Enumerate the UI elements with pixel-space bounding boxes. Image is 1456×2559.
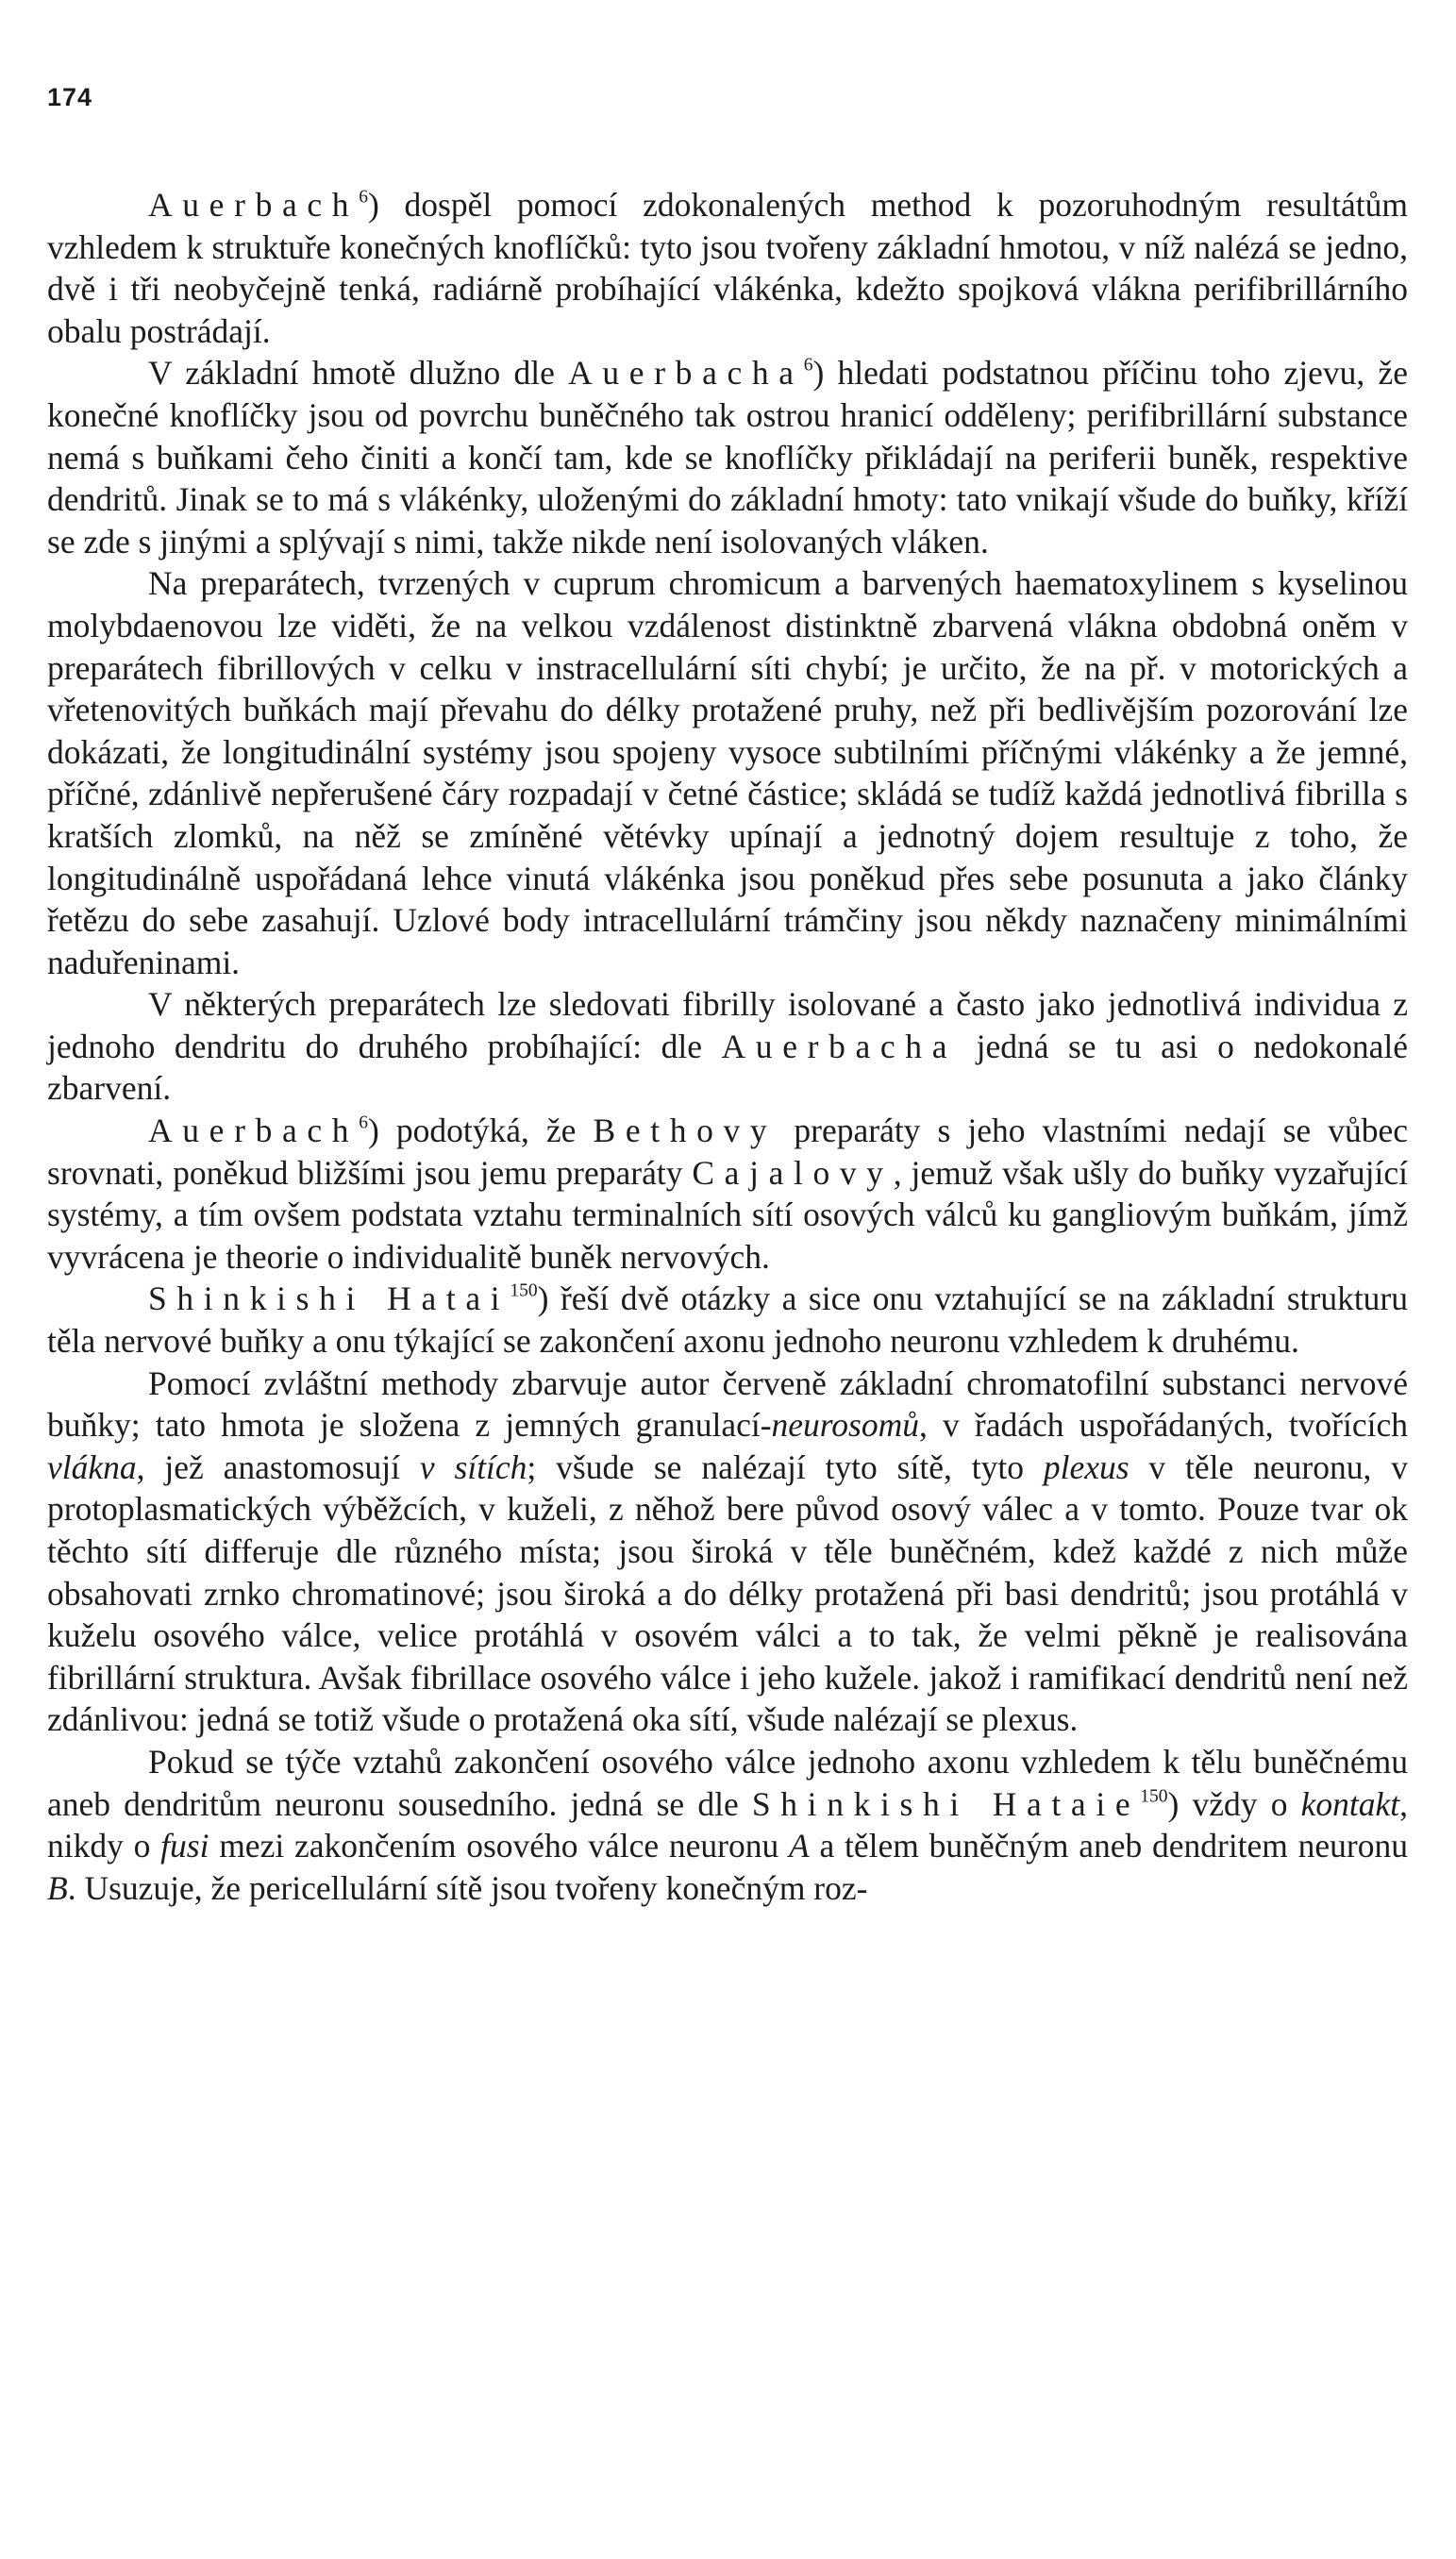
emphasized-term: plexus (1043, 1447, 1130, 1486)
author-name: Auerbach (148, 186, 360, 224)
text-run: preparáty s jeho vlastními nedají se vůbec srovnati, poněkud bližšími jsou jemu preparáty (47, 1112, 1408, 1192)
text-run: , v řadách uspořádaných, tvořících (919, 1406, 1408, 1445)
text-run: , nikdy o (47, 1784, 1408, 1865)
author-name: Cajalovy (692, 1153, 894, 1192)
text-run: Pomocí zvláštní methody zbarvuje autor červeně základní chromatofilní substanci nervové buňky; tato hmota je složena z jemných granulací- (47, 1363, 1408, 1445)
emphasized-term: A (789, 1827, 810, 1865)
author-name: Bethovy (593, 1112, 778, 1150)
emphasized-term: v sítích (419, 1447, 527, 1486)
emphasized-term: kontakt (1300, 1784, 1400, 1823)
text-run: ; všude se nalézají tyto sítě, tyto (527, 1447, 1044, 1486)
body-text (47, 184, 1408, 1909)
text-run: Na preparátech, tvrzených v cuprum chromicum a barvených haematoxylinem s kyselinou molybdaenovou lze viděti, že na velkou vzdálenost distinktně zbarvená vlákna obdobná oněm v preparátech fibrillových v celku v instracellulární síti chybí; je určito, že na př. v motorických a vřetenovitých buňkách mají převahu do délky protažené pruhy, než při bedlivějším pozorování lze dokázati, že longitudinální systémy jsou spojeny vysoce subtilními příčnými vlákénky a že jemné, příčné, zdánlivě nepřerušené čáry rozpadají v četné částice; skládá se tudíž každá jednotlivá fibrilla s kratších zlomků, na něž se zmíněné větévky upínají a jednotný dojem resultuje z toho, že longitudinálně uspořádaná lehce vinutá vlákénka jsou poněkud přes sebe posunuta a jako články řetězu do sebe zasahují. Uzlové body intracellulární trámčiny jsou někdy naznačeny minimálními naduřeninami. (47, 564, 1408, 981)
emphasized-term: fusi (160, 1827, 209, 1865)
paragraph (47, 1363, 1408, 1741)
paragraph (47, 983, 1408, 1110)
page-number: 174 (47, 83, 93, 111)
text-run: ) řeší dvě otázky a sice onu vztahující se na základní strukturu těla nervové buňky a onu týkající se zakončení axonu jednoho neuronu vzhledem k druhému. (47, 1280, 1409, 1361)
footnote-reference: 150 (1140, 1785, 1168, 1806)
paragraph (47, 184, 1408, 352)
author-name: Auerbacha (568, 354, 804, 393)
footnote-reference: 6 (359, 1112, 368, 1133)
paragraph (47, 1278, 1408, 1362)
author-name: Auerbach (148, 1112, 360, 1150)
text-run: Pokud se týče vztahů zakončení osového válce jednoho axonu vzhledem k tělu buněčnému aneb dendritům neuronu sousedního. jedná se dle (47, 1742, 1408, 1823)
emphasized-term: neurosomů (771, 1406, 919, 1445)
emphasized-term: B (47, 1868, 68, 1907)
author-name: Shinkishi Hataie (751, 1784, 1141, 1823)
text-run: ) hledati podstatnou příčinu toho zjevu, že konečné knoflíčky jsou od povrchu buněčného tak ostrou hranicí odděleny; perifibrillární substance nemá s buňkami čeho činiti a končí tam, kde se knoflíčky přikládají na periferii buněk, respektive dendritů. Jinak se to má s vlákénky, uloženými do základní hmoty: tato vnikají všude do buňky, kříží se zde s jinými a splývají s nimi, takže nikde není isolovaných vláken. (47, 354, 1408, 560)
text-run: ) podotýká, že (367, 1112, 594, 1150)
text-run: V základní hmotě dlužno dle (148, 354, 569, 393)
author-name: Auerbacha (721, 1027, 958, 1065)
text-run: , jež anastomosují (136, 1447, 420, 1486)
text-run: ) dospěl pomocí zdokonalených method k pozoruhodným resultátům vzhledem k struktuře konečných knoflíčků: tyto jsou tvořeny základní hmotou, v níž nalézá se jedno, dvě i tři neobyčejně tenká, radiárně probíhající vlákénka, kdežto spojková vlákna perifibrillárního obalu postrádají. (47, 186, 1408, 350)
text-run: v těle neuronu, v protoplasmatických výběžcích, v kuželi, z něhož bere původ osový válec a v tomto. Pouze tvar ok těchto sítí differuje dle různého místa; jsou široká v těle buněčném, kdež každé z nich může obsahovati zrnko chromatinové; jsou široká a do délky protažená při basi dendritů; jsou protáhlá v kuželu osového válce, velice protáhlá v osovém válci a to tak, že velmi pěkně je realisována fibrillární struktura. Avšak fibrillace osového válce i jeho kužele. jakož i ramifikací dendritů není než zdánlivou: jedná se totiž všude o protažená oka sítí, všude nalézají se plexus. (47, 1447, 1408, 1739)
paragraph (47, 1741, 1408, 1909)
text-run: jedná se tu asi o nedokonalé zbarvení. (47, 1027, 1408, 1108)
text-run: ) vždy o (1167, 1784, 1301, 1823)
footnote-reference: 6 (803, 355, 813, 376)
text-run: mezi zakončením osového válce neuronu (209, 1827, 790, 1865)
emphasized-term: vlákna (47, 1447, 137, 1486)
text-run: , jemuž však ušly do buňky vyzařující systémy, a tím ovšem podstata vztahu terminalních sítí osových válců ku gangliovým buňkám, jímž vyvrácena je theorie o individualitě buněk nervových. (47, 1153, 1408, 1276)
footnote-reference: 150 (510, 1280, 538, 1301)
paragraph (47, 352, 1408, 562)
text-run: a tělem buněčným aneb dendritem neuronu (809, 1827, 1408, 1865)
footnote-reference: 6 (359, 187, 368, 208)
author-name: Shinkishi Hatai (148, 1280, 510, 1318)
text-run: . Usuzuje, že pericellulární sítě jsou tvořeny konečným roz- (67, 1868, 868, 1907)
paragraph (47, 1110, 1408, 1278)
paragraph (47, 562, 1408, 983)
text-run: V některých preparátech lze sledovati fibrilly isolované a často jako jednotlivá individua z jednoho dendritu do druhého probíhající: dle (47, 985, 1408, 1065)
